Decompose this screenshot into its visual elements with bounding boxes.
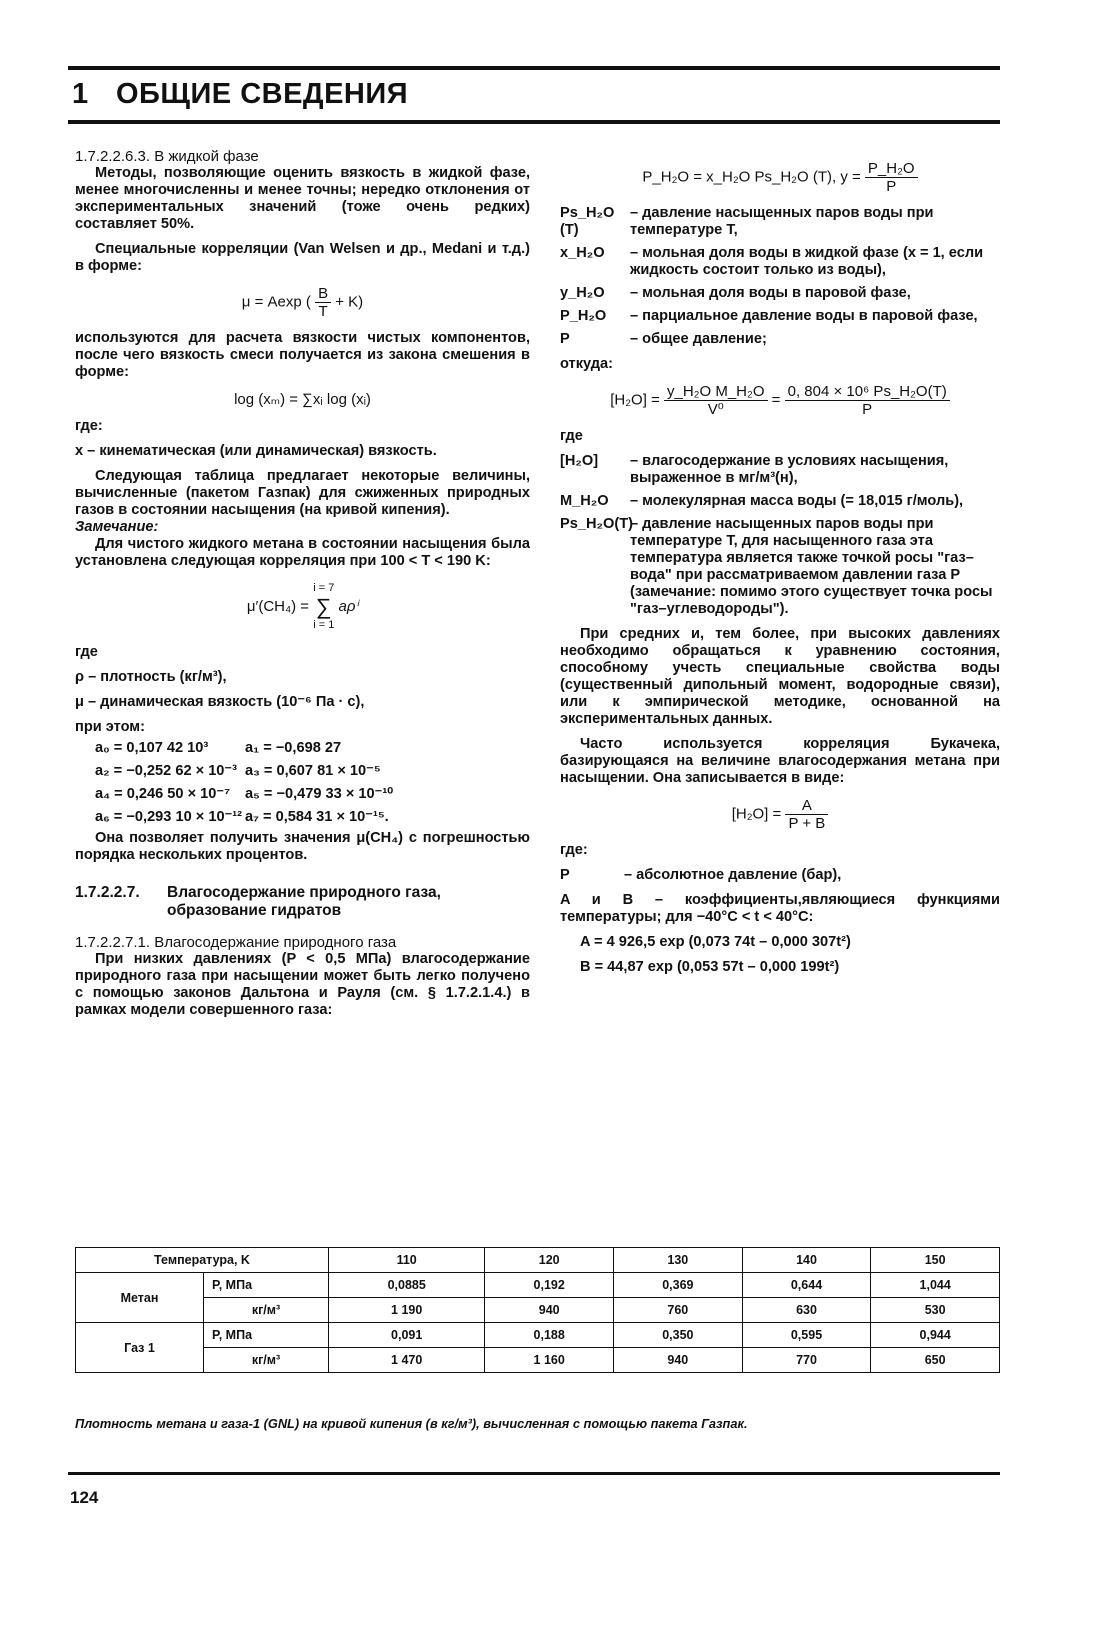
denominator: P: [862, 401, 873, 418]
definition-symbol: P: [560, 867, 570, 883]
coefficient: a₀ = 0,107 42 10³: [95, 740, 209, 756]
table-cell: 1 190: [329, 1298, 485, 1323]
paragraph: используются для расчета вязкости чистых компонентов, после чего вязкость смеси получается из закона смешения в форме:: [75, 330, 530, 380]
definition-symbol: Ps_H₂O (T): [560, 205, 615, 238]
definition-symbol: x_H₂O: [560, 245, 605, 261]
definition-text: – парциальное давление воды в паровой фазе,: [630, 308, 978, 324]
paragraph: Часто используется корреляция Букачека, базирующаяся на величине влагосодержания метана при насыщении. Она записывается в виде:: [560, 736, 1000, 786]
definition-symbol: P: [560, 331, 570, 347]
formula-viscosity: [75, 285, 530, 320]
numerator: A: [785, 797, 828, 815]
table-row: [76, 1298, 1000, 1323]
formula-lhs: μ′(CH₄) =: [246, 597, 310, 615]
where-label: где: [560, 428, 583, 444]
table-cell: 650: [871, 1348, 1000, 1373]
table-cell: 1,044: [871, 1273, 1000, 1298]
table-cell: 1 160: [485, 1348, 614, 1373]
chapter-title-text: ОБЩИЕ СВЕДЕНИЯ: [116, 78, 409, 110]
chapter-title: [72, 78, 408, 111]
table-cell: 530: [871, 1298, 1000, 1323]
right-column: [560, 148, 1000, 976]
unit-cell: P, МПа: [204, 1273, 329, 1298]
formula-partial-pressure: [560, 160, 1000, 195]
where-label: где:: [75, 418, 103, 434]
formula-rhs: aρⁱ: [338, 597, 359, 615]
group-label: Метан: [76, 1273, 204, 1323]
coefficient: a₁ = −0,698 27: [245, 740, 342, 756]
definition-text: – влагосодержание в условиях насыщения, выраженное в мг/м³(н),: [630, 453, 949, 486]
paragraph: Она позволяет получить значения μ(CH₄) с погрешностью порядка нескольких процентов.: [75, 830, 530, 863]
fraction: [785, 797, 828, 832]
coefficient: a₇ = 0,584 31 × 10⁻¹⁵.: [245, 809, 389, 825]
where-label: где: [75, 644, 98, 660]
definition-text: – мольная доля воды в паровой фазе,: [630, 285, 911, 301]
section-title: Влагосодержание природного газа, образование гидратов: [167, 884, 441, 919]
note-label: Замечание:: [75, 519, 159, 535]
table-cell: 0,644: [742, 1273, 871, 1298]
formula-lhs: P_H₂O = x_H₂O Ps_H₂O (T), y =: [642, 168, 861, 186]
page-number: 124: [70, 1488, 99, 1507]
sum-bottom: i = 1: [313, 619, 335, 631]
table-header-row: [76, 1248, 1000, 1273]
definition-x: x – кинематическая (или динамическая) вязкость.: [75, 443, 437, 459]
table-cell: 0,595: [742, 1323, 871, 1348]
fraction: [315, 285, 331, 320]
table-header-cell: 120: [485, 1248, 614, 1273]
paragraph: Методы, позволяющие оценить вязкость в жидкой фазе, менее многочисленны и менее точны; нередко отклонения от экспериментальных значений (тоже очень редких) составляет 50%.: [75, 165, 530, 232]
footer-rule: [68, 1472, 1000, 1475]
table-row: [76, 1348, 1000, 1373]
table-row: [76, 1323, 1000, 1348]
definition-text: – молекулярная масса воды (= 18,015 г/моль),: [630, 493, 964, 509]
definition-text: – давление насыщенных паров воды при температуре T, для насыщенного газа эта температура является также точкой росы "газ–вода" при рассматриваемом давлении газа P (замечание: помимо этого существует точка росы "газ–углеводороды").: [630, 516, 993, 617]
table-cell: 0,0885: [329, 1273, 485, 1298]
fraction: [785, 383, 950, 418]
coefficient: a₅ = −0,479 33 × 10⁻¹⁰: [245, 786, 394, 802]
numerator: B: [315, 285, 331, 303]
table-row: [76, 1273, 1000, 1298]
coefficient: a₆ = −0,293 10 × 10⁻¹²: [95, 809, 242, 825]
table-cell: 940: [614, 1348, 743, 1373]
numerator: 0, 804 × 10⁶ Ps_H₂O(T): [785, 383, 950, 401]
formula-bukacek: [560, 797, 1000, 832]
definitions-list: [560, 205, 1000, 348]
denominator: V⁰: [707, 401, 724, 418]
coefficient: a₂ = −0,252 62 × 10⁻³: [95, 763, 237, 779]
table-cell: 0,369: [614, 1273, 743, 1298]
formula-lhs: [H₂O] =: [731, 805, 782, 823]
denominator: P: [886, 178, 897, 195]
table-header-cell: 140: [742, 1248, 871, 1273]
numerator: y_H₂O M_H₂O: [664, 383, 768, 401]
table-header-label: Температура, K: [76, 1248, 329, 1273]
table-cell: 940: [485, 1298, 614, 1323]
unit-cell: кг/м³: [204, 1298, 329, 1323]
section-number: 1.7.2.2.7.: [75, 884, 140, 901]
where-label: где:: [560, 842, 588, 858]
unit-cell: кг/м³: [204, 1348, 329, 1373]
table-cell: 1 470: [329, 1348, 485, 1373]
table-caption: Плотность метана и газа-1 (GNL) на кривой кипения (в кг/м³), вычисленная с помощью пакета Газпак.: [75, 1416, 748, 1431]
formula-lhs: [H₂O] =: [610, 391, 660, 409]
definitions-list: [560, 867, 1000, 884]
table-cell: 0,091: [329, 1323, 485, 1348]
table-cell: 0,944: [871, 1323, 1000, 1348]
table-header-cell: 130: [614, 1248, 743, 1273]
table-cell: 0,192: [485, 1273, 614, 1298]
denominator: P + B: [788, 815, 826, 832]
with-label: при этом:: [75, 719, 145, 735]
fraction: [865, 160, 918, 195]
definition-mu: μ – динамическая вязкость (10⁻⁶ Па · с),: [75, 694, 365, 710]
paragraph: При низких давлениях (P < 0,5 МПа) влагосодержание природного газа при насыщении может быть легко получено с помощью законов Дальтона и Рауля (см. § 1.7.2.1.4.) в рамках модели совершенного газа:: [75, 951, 530, 1018]
table-cell: 0,350: [614, 1323, 743, 1348]
definition-ab: A и B – коэффициенты,являющиеся функциями температуры; для −40°C < t < 40°C:: [560, 892, 1000, 925]
formula-rhs: + K): [335, 293, 364, 311]
group-label: Газ 1: [76, 1323, 204, 1373]
coefficient: a₄ = 0,246 50 × 10⁻⁷: [95, 786, 231, 802]
definition-symbol: Ps_H₂O(T): [560, 516, 633, 532]
definition-symbol: [H₂O]: [560, 453, 599, 469]
definition-text: – мольная доля воды в жидкой фазе (x = 1, если жидкость состоит только из воды),: [630, 245, 984, 278]
subsection-heading: 1.7.2.2.6.3. В жидкой фазе: [75, 148, 259, 165]
header-rule-bottom: [68, 120, 1000, 124]
denominator: T: [318, 303, 328, 320]
section-heading: [75, 884, 530, 920]
left-column: [75, 148, 530, 1019]
paragraph: Для чистого жидкого метана в состоянии насыщения была установлена следующая корреляция при 100 < T < 190 K:: [75, 536, 530, 569]
coefficient-list: [95, 740, 530, 826]
formula-lhs: μ = Aexp (: [241, 293, 311, 311]
unit-cell: P, МПа: [204, 1323, 329, 1348]
table-cell: 630: [742, 1298, 871, 1323]
paragraph: При средних и, тем более, при высоких давлениях необходимо обращаться к уравнению состояния, способному учесть специальные свойства воды (существенный дипольный момент, водородные связи), или к эмпирической методике, основанной на экспериментальных данных.: [560, 626, 1000, 727]
whence-label: откуда:: [560, 356, 613, 372]
definition-symbol: y_H₂O: [560, 285, 605, 301]
definition-text: – абсолютное давление (бар),: [624, 867, 842, 883]
table-header-cell: 150: [871, 1248, 1000, 1273]
table-cell: 760: [614, 1298, 743, 1323]
formula-water-content: [560, 383, 1000, 418]
definition-rho: ρ – плотность (кг/м³),: [75, 669, 227, 685]
equation-b: B = 44,87 exp (0,053 57t – 0,000 199t²): [580, 959, 840, 975]
table-cell: 770: [742, 1348, 871, 1373]
definitions-list: [560, 453, 1000, 618]
equals-sign: =: [771, 391, 781, 409]
formula-methane-viscosity: [75, 580, 530, 634]
sum-top: i = 7: [313, 582, 335, 594]
density-table: [75, 1247, 1000, 1373]
definition-symbol: M_H₂O: [560, 493, 609, 509]
sigma-icon: ∑: [315, 594, 332, 619]
table-header-cell: 110: [329, 1248, 485, 1273]
paragraph: Следующая таблица предлагает некоторые величины, вычисленные (пакетом Газпак) для сжиженных природных газов в состоянии насыщения (на кривой кипения).: [75, 468, 530, 518]
fraction: [664, 383, 768, 418]
subsection-heading: 1.7.2.2.7.1. Влагосодержание природного газа: [75, 934, 397, 951]
header-rule-top: [68, 66, 1000, 70]
coefficient: a₃ = 0,607 81 × 10⁻⁵: [245, 763, 381, 779]
numerator: P_H₂O: [865, 160, 918, 178]
definition-text: – давление насыщенных паров воды при температуре T,: [630, 205, 934, 238]
table-cell: 0,188: [485, 1323, 614, 1348]
equation-a: A = 4 926,5 exp (0,073 74t – 0,000 307t²): [580, 934, 851, 950]
formula-mixing-law: log (xₘ) = ∑xᵢ log (xᵢ): [234, 391, 371, 408]
paragraph: Специальные корреляции (Van Welsen и др., Medani и т.д.) в форме:: [75, 241, 530, 274]
sum-limits: [313, 580, 334, 634]
definition-text: – общее давление;: [630, 331, 767, 347]
chapter-number: 1: [72, 78, 89, 110]
definition-symbol: P_H₂O: [560, 308, 607, 324]
